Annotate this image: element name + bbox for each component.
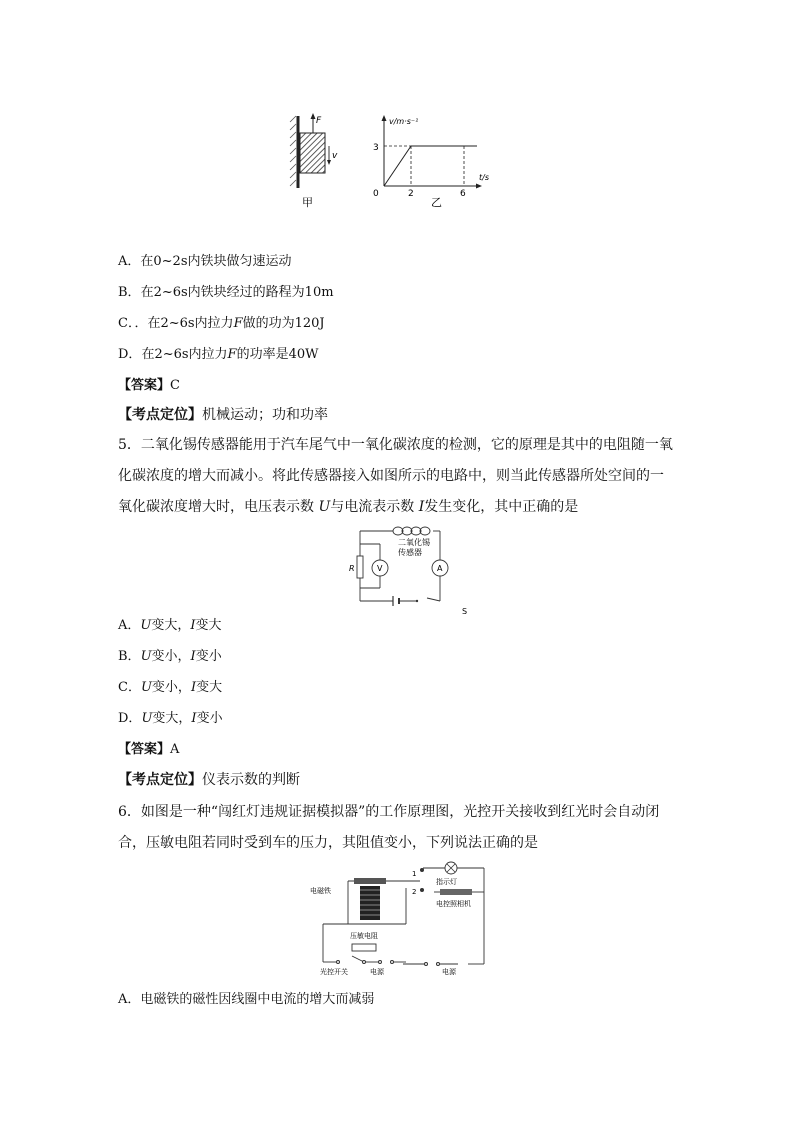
q6-option-a: A．电磁铁的磁性因线圈中电流的增大而减弱 [118,992,375,1007]
light-switch-label: 光控开关 [320,968,348,976]
camera [440,889,472,895]
ammeter-label: A [437,564,443,573]
sensor-coil [393,527,430,535]
q4-option-c: C．．在2~6s内拉力F做的功为120J [118,316,325,331]
figure-block-and-vt-graph [285,108,500,213]
sensor-label-2: 传感器 [398,548,422,557]
q4-option-a: A．在0~2s内铁块做匀速运动 [118,254,292,269]
wall-hatching [290,116,296,186]
q4-option-d: D．在2~6s内拉力F的功率是40W [118,347,319,362]
q5-option-c: C．U变小，I变大 [118,680,223,695]
armature [354,878,386,884]
x-axis-label: t/s [479,173,489,182]
q5-topic: 【考点定位】仪表示数的判断 [118,772,300,788]
q4-option-b: B．在2~6s内铁块经过的路程为10m [118,285,334,300]
contact-2-label: 2 [412,888,417,896]
vt-line [384,146,477,186]
indicator-label: 指示灯 [436,878,457,886]
velocity-label: v [332,151,338,161]
q5-answer: 【答案】A [118,742,180,757]
camera-label: 电控照相机 [436,900,471,908]
q4-topic: 【考点定位】机械运动；功和功率 [118,407,328,423]
q4-answer: 【答案】C [118,378,180,393]
contact-1-label: 1 [412,870,417,878]
q6-stem-line2: 合，压敏电阻若同时受到车的压力，其阻值变小，下列说法正确的是 [118,835,538,851]
voltmeter-label: V [377,564,383,573]
resistor-label: R [349,564,355,573]
q6-stem-line1: 6．如图是一种“闯红灯违规证据模拟器”的工作原理图，光控开关接收到红光时会自动闭 [118,804,660,820]
y-axis-label: v/m·s⁻¹ [389,117,419,126]
q6-circuit-diagram [308,856,490,976]
switch-pivot [416,600,418,602]
right-caption: 乙 [431,196,442,209]
left-caption: 甲 [302,196,313,209]
q5-stem-line2: 化碳浓度的增大而减小。将此传感器接入如图所示的电路中，则当此传感器所处空间的一 [118,468,664,484]
switch-label: S [462,607,468,616]
electromagnet-label: 电磁铁 [310,887,331,895]
q5-option-b: B．U变小，I变小 [118,649,222,664]
x-tick-2: 2 [408,189,414,199]
sensor-label-1: 二氧化锡 [398,538,430,547]
force-label: F [316,116,322,126]
q5-stem-line1: 5．二氧化锡传感器能用于汽车尾气中一氧化碳浓度的检测，它的原理是其中的电阻随一氧 [118,437,673,453]
resistor-r [357,556,363,578]
q5-circuit-diagram [345,526,475,616]
q5-option-d: D．U变大，I变小 [118,711,223,726]
q5-option-a: A．U变大，I变大 [118,618,222,633]
power-2-label: 电源 [442,968,456,976]
x-tick-6: 6 [460,189,466,199]
q5-stem-line3: 氧化碳浓度增大时，电压表示数 U与电流表示数 I发生变化，其中正确的是 [118,499,579,515]
pressure-resistor-label: 压敏电阻 [350,932,378,940]
origin-label: 0 [373,189,379,199]
y-tick-3: 3 [373,143,379,153]
power-1-label: 电源 [370,968,384,976]
iron-block [300,133,325,173]
pressure-resistor [352,944,376,951]
